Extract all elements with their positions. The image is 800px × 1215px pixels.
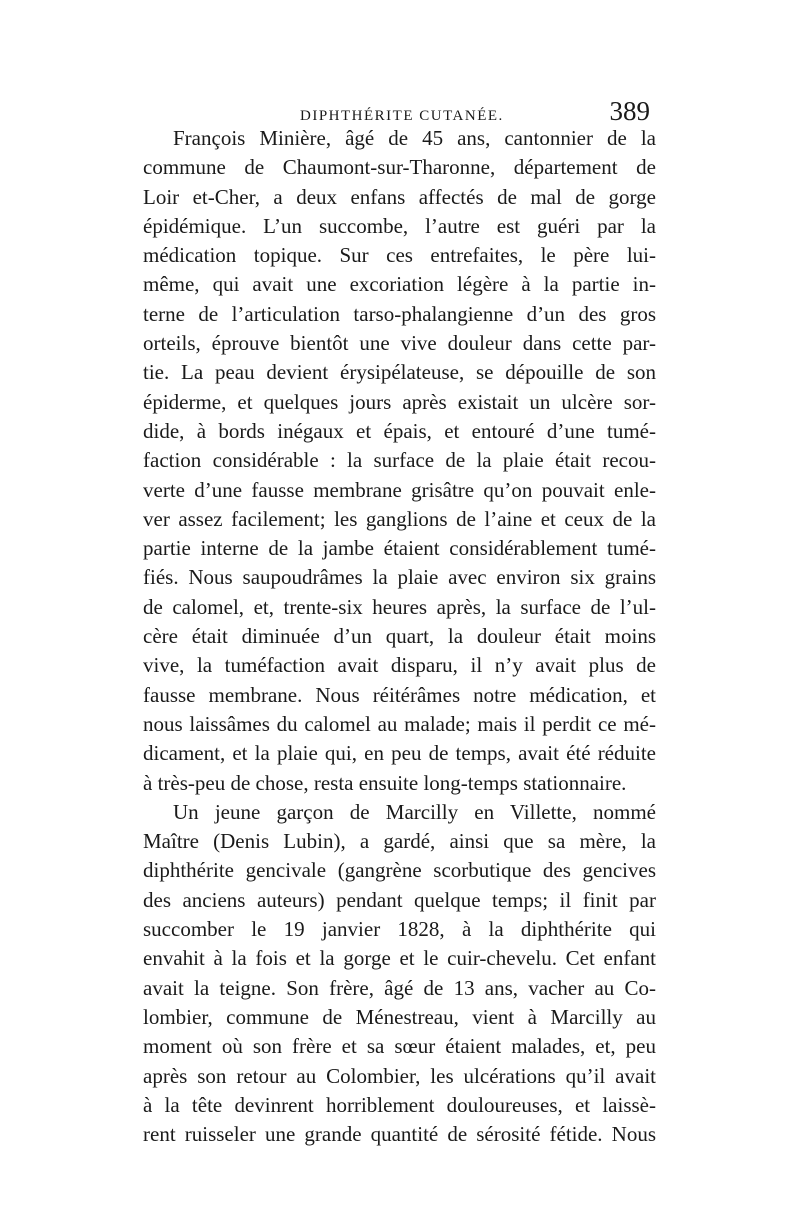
text-line: verte d’une fausse membrane grisâtre qu’on pouvait enle- — [143, 477, 656, 502]
running-header — [300, 96, 650, 127]
text-line: diphthérite gencivale (gangrène scorbutique des gencives — [143, 858, 656, 883]
text-line: même, qui avait une excoriation légère à la partie in- — [143, 272, 656, 297]
text-line: épidémique. L’un succombe, l’autre est guéri par la — [143, 213, 656, 238]
text-line: dicament, et la plaie qui, en peu de temps, avait été réduite — [143, 741, 656, 766]
text-line: fiés. Nous saupoudrâmes la plaie avec environ six grains — [143, 565, 656, 590]
text-line: ver assez facilement; les ganglions de l’aine et ceux de la — [143, 506, 656, 531]
text-line: à la tête devinrent horriblement douloureuses, et laissè- — [143, 1092, 656, 1117]
text-line: après son retour au Colombier, les ulcérations qu’il avait — [143, 1063, 656, 1088]
text-line: terne de l’articulation tarso-phalangienne d’un des gros — [143, 301, 656, 326]
text-line: de calomel, et, trente-six heures après, la surface de l’ul- — [143, 594, 656, 619]
text-line: médication topique. Sur ces entrefaites, le père lui- — [143, 243, 656, 268]
text-line: faction considérable : la surface de la plaie était recou- — [143, 448, 656, 473]
text-line: orteils, éprouve bientôt une vive douleur dans cette par- — [143, 331, 656, 356]
text-line: cère était diminuée d’un quart, la douleur était moins — [143, 624, 656, 649]
text-line: fausse membrane. Nous réitérâmes notre médication, et — [143, 682, 656, 707]
page-number: 389 — [609, 96, 650, 126]
text-line: dide, à bords inégaux et épais, et entouré d’une tumé- — [143, 418, 656, 443]
text-line: François Minière, âgé de 45 ans, cantonnier de la — [173, 126, 656, 150]
text-line: lombier, commune de Ménestreau, vient à Marcilly au — [143, 1004, 656, 1029]
text-line: rent ruisseler une grande quantité de sérosité fétide. Nous — [143, 1122, 656, 1147]
text-line: des anciens auteurs) pendant quelque temps; il finit par — [143, 887, 656, 912]
text-line: envahit à la fois et la gorge et le cuir-chevelu. Cet enfant — [143, 946, 656, 971]
text-line: Loir et-Cher, a deux enfans affectés de mal de gorge — [143, 184, 656, 209]
text-line: succomber le 19 janvier 1828, à la diphthérite qui — [143, 917, 656, 942]
text-line: à très-peu de chose, resta ensuite long-temps stationnaire. — [143, 770, 627, 795]
text-line: moment où son frère et sa sœur étaient malades, et, peu — [143, 1034, 656, 1059]
text-line: épiderme, et quelques jours après existait un ulcère sor- — [143, 389, 656, 414]
text-line: Un jeune garçon de Marcilly en Villette, nommé — [173, 799, 656, 824]
running-title: DIPHTHÉRITE CUTANÉE. — [300, 108, 504, 124]
body-text — [143, 124, 656, 1149]
text-line: commune de Chaumont-sur-Tharonne, département de — [143, 155, 656, 180]
text-line: nous laissâmes du calomel au malade; mais il perdit ce mé- — [143, 711, 656, 736]
text-line: tie. La peau devient érysipélateuse, se dépouille de son — [143, 360, 656, 385]
text-line: partie interne de la jambe étaient considérablement tumé- — [143, 536, 656, 561]
text-line: vive, la tuméfaction avait disparu, il n’y avait plus de — [143, 653, 656, 678]
text-line: Maître (Denis Lubin), a gardé, ainsi que sa mère, la — [143, 829, 656, 854]
text-line: avait la teigne. Son frère, âgé de 13 ans, vacher au Co- — [143, 975, 656, 1000]
